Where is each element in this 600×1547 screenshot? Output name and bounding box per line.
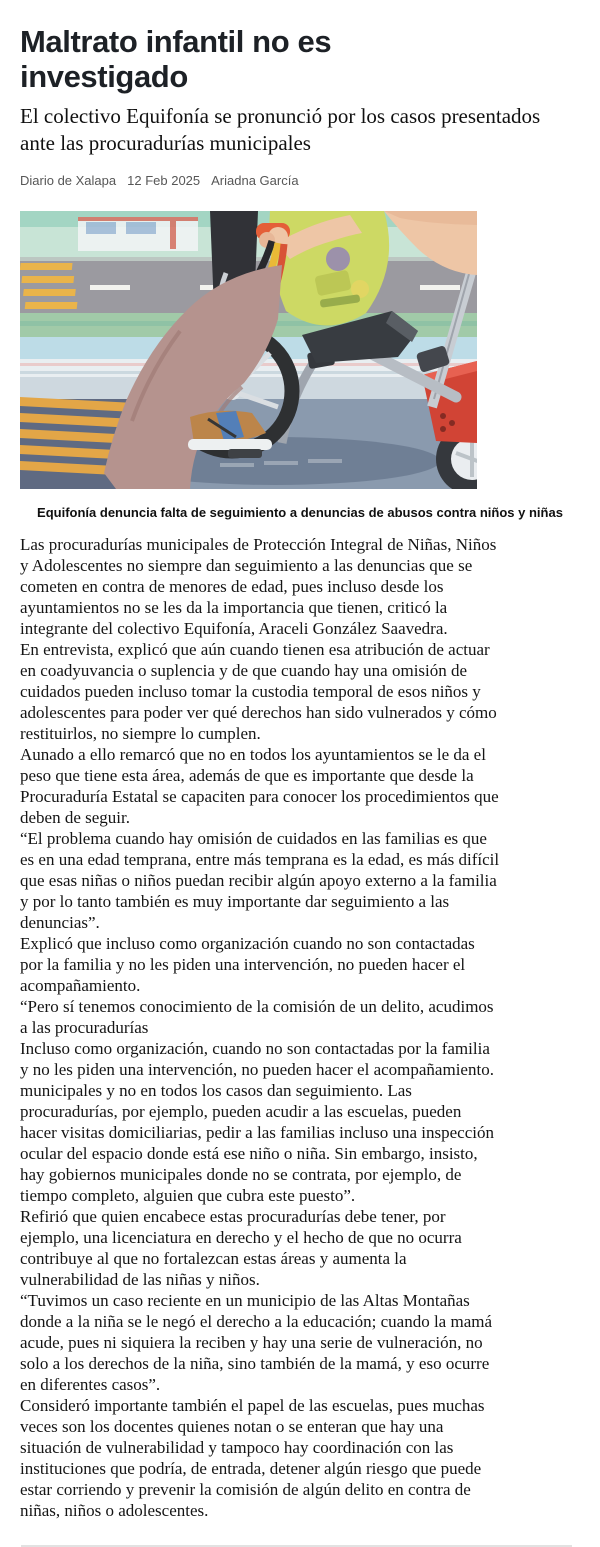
photo-illustration	[20, 211, 477, 489]
article-page	[0, 24, 600, 1547]
article-paragraph: Consideró importante también el papel de las escuelas, pues muchas veces son los docentes quienes notan o se enteran que hay una situación de vulnerabilidad y tampoco hay coordinación con las instituciones que podría, de entrada, detener algún riesgo que puede estar corriendo y prevenir la comisión de algún delito en contra de niñas, niños o adolescentes.	[20, 1396, 485, 1520]
article-paragraph: Incluso como organización, cuando no son contactadas por la familia y no les piden una intervención, no pueden hacer el acompañamiento.	[20, 1039, 494, 1079]
article-photo	[20, 211, 477, 489]
article-paragraph: En entrevista, explicó que aún cuando tienen esa atribución de actuar en coadyuvancia o suplencia y de que cuando hay una omisión de cuidados pueden incluso tomar la custodia temporal de esos niños y adolescentes para poder ver qué derechos han sido vulnerados y cómo restituirlos, no siempre lo cumplen.	[20, 640, 497, 743]
article-subtitle: El colectivo Equifonía se pronunció por los casos presentados ante las procuradurías municipales	[20, 104, 541, 155]
byline	[20, 173, 580, 189]
article-paragraph: Explicó que incluso como organización cuando no son contactadas por la familia y no les piden una intervención, no pueden hacer el acompañamiento.	[20, 934, 475, 995]
article-paragraph: Las procuradurías municipales de Protección Integral de Niñas, Niños y Adolescentes no siempre dan seguimiento a las denuncias que se cometen en contra de menores de edad, pues incluso desde los ayuntamientos no se les da la importancia que tienen, criticó la integrante del colectivo Equifonía, Araceli González Saavedra.	[20, 535, 497, 638]
article-paragraph: “Pero sí tenemos conocimiento de la comisión de un delito, acudimos a las procuradurías	[20, 997, 494, 1037]
article-paragraph: “El problema cuando hay omisión de cuidados en las familias es que es en una edad temprana, entre más temprana es la edad, es más difícil que esas niñas o niños puedan recibir algún apoyo externo a la familia y por lo tanto también es muy importante dar seguimiento a las denuncias”.	[20, 829, 500, 932]
article-paragraph: “Tuvimos un caso reciente en un municipio de las Altas Montañas donde a la niña se le negó el derecho a la educación; cuando la mamá acude, pues ni siquiera la reciben y hay una serie de vulneración, no solo a los derechos de la niña, sino también de la mamá, y eso ocurre en diferentes casos”.	[20, 1291, 493, 1394]
article-paragraph: Refirió que quien encabece estas procuradurías debe tener, por ejemplo, una licenciatura en derecho y el hecho de que no ocurra contribuye al que no fortalezcan estas áreas y aumenta la vulnerabilidad de las niñas y niños.	[20, 1207, 462, 1289]
byline-author: Ariadna García	[211, 173, 299, 188]
photo-caption: Equifonía denuncia falta de seguimiento a denuncias de abusos contra niños y niñas	[37, 505, 563, 520]
article-paragraph: Aunado a ello remarcó que no en todos los ayuntamientos se le da el peso que tiene esta área, además de que es importante que desde la Procuraduría Estatal se capaciten para conocer los procedimientos que deben de seguir.	[20, 745, 499, 827]
article-paragraph: municipales y no en todos los casos dan seguimiento. Las procuradurías, por ejemplo, pueden acudir a las escuelas, pueden hacer visitas domiciliarias, pedir a las familias incluso una inspección ocular del espacio donde está ese niño o niña. Sin embargo, insisto, hay gobiernos municipales donde no se contrata, por ejemplo, de tiempo completo, alguien que cubra este puesto”.	[20, 1081, 494, 1205]
article-body	[20, 534, 501, 1521]
byline-source: Diario de Xalapa	[20, 173, 117, 188]
page-title: Maltrato infantil no es investigado	[20, 24, 332, 94]
byline-date: 12 Feb 2025	[127, 173, 201, 188]
